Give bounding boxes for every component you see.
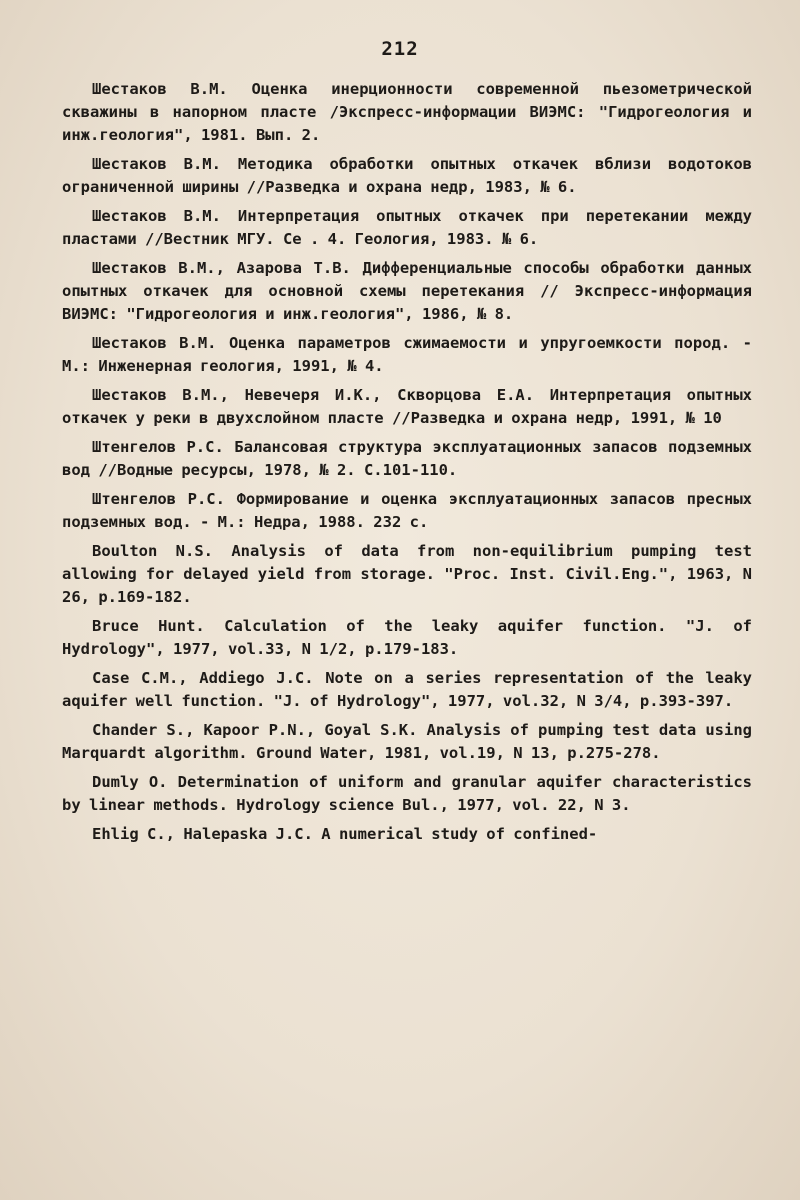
reference-entry: Bruce Hunt. Calculation of the leaky aquifer function. "J. of Hydrology", 1977, vol.33, N 1/2, p.179-183. bbox=[62, 617, 752, 658]
reference-entry: Шестаков В.М., Невечеря И.К., Скворцова Е.А. Интерпретация опытных откачек у реки в двухслойном пласте //Разведка и охрана недр, 1991, № 10 bbox=[62, 386, 752, 427]
reference-entry: Chander S., Kapoor P.N., Goyal S.K. Analysis of pumping test data using Marquardt algorithm. Ground Water, 1981, vol.19, N 13, p.275-278. bbox=[62, 721, 752, 762]
reference-entry: Ehlig C., Halepaska J.C. A numerical study of confined- bbox=[92, 825, 598, 843]
reference-entry: Штенгелов Р.С. Формирование и оценка эксплуатационных запасов пресных подземных вод. - М.: Недра, 1988. 232 с. bbox=[62, 490, 752, 531]
reference-list bbox=[62, 78, 752, 852]
reference-entry: Шестаков В.М. Оценка параметров сжимаемости и упругоемкости пород. - М.: Инженерная геология, 1991, № 4. bbox=[62, 334, 752, 375]
reference-entry: Шестаков В.М. Методика обработки опытных откачек вблизи водотоков ограниченной ширины //Разведка и охрана недр, 1983, № 6. bbox=[62, 155, 752, 196]
reference-entry: Шестаков В.М., Азарова Т.В. Дифференциальные способы обработки данных опытных откачек для основной схемы перетекания // Экспресс-информация ВИЭМС: "Гидрогеология и инж.геология", 1986, № 8. bbox=[62, 259, 752, 323]
reference-entry: Штенгелов Р.С. Балансовая структура эксплуатационных запасов подземных вод //Водные ресурсы, 1978, № 2. С.101-110. bbox=[62, 438, 752, 479]
reference-entry: Case C.M., Addiego J.C. Note on a series representation of the leaky aquifer well function. "J. of Hydrology", 1977, vol.32, N 3/4, p.393-397. bbox=[62, 669, 752, 710]
reference-entry: Шестаков В.М. Оценка инерционности современной пьезометрической скважины в напорном пласте /Экспресс-информации ВИЭМС: "Гидрогеология и инж.геология", 1981. Вып. 2. bbox=[62, 80, 752, 144]
page-number: 212 bbox=[381, 38, 419, 60]
reference-entry: Boulton N.S. Analysis of data from non-equilibrium pumping test allowing for delayed yield from storage. "Proc. Inst. Civil.Eng.", 1963, N 26, p.169-182. bbox=[62, 542, 752, 606]
reference-entry: Dumly O. Determination of uniform and granular aquifer characteristics by linear methods. Hydrology science Bul., 1977, vol. 22, N 3. bbox=[62, 773, 752, 814]
reference-entry: Шестаков В.М. Интерпретация опытных откачек при перетекании между пластами //Вестник МГУ. Се . 4. Геология, 1983. № 6. bbox=[62, 207, 752, 248]
